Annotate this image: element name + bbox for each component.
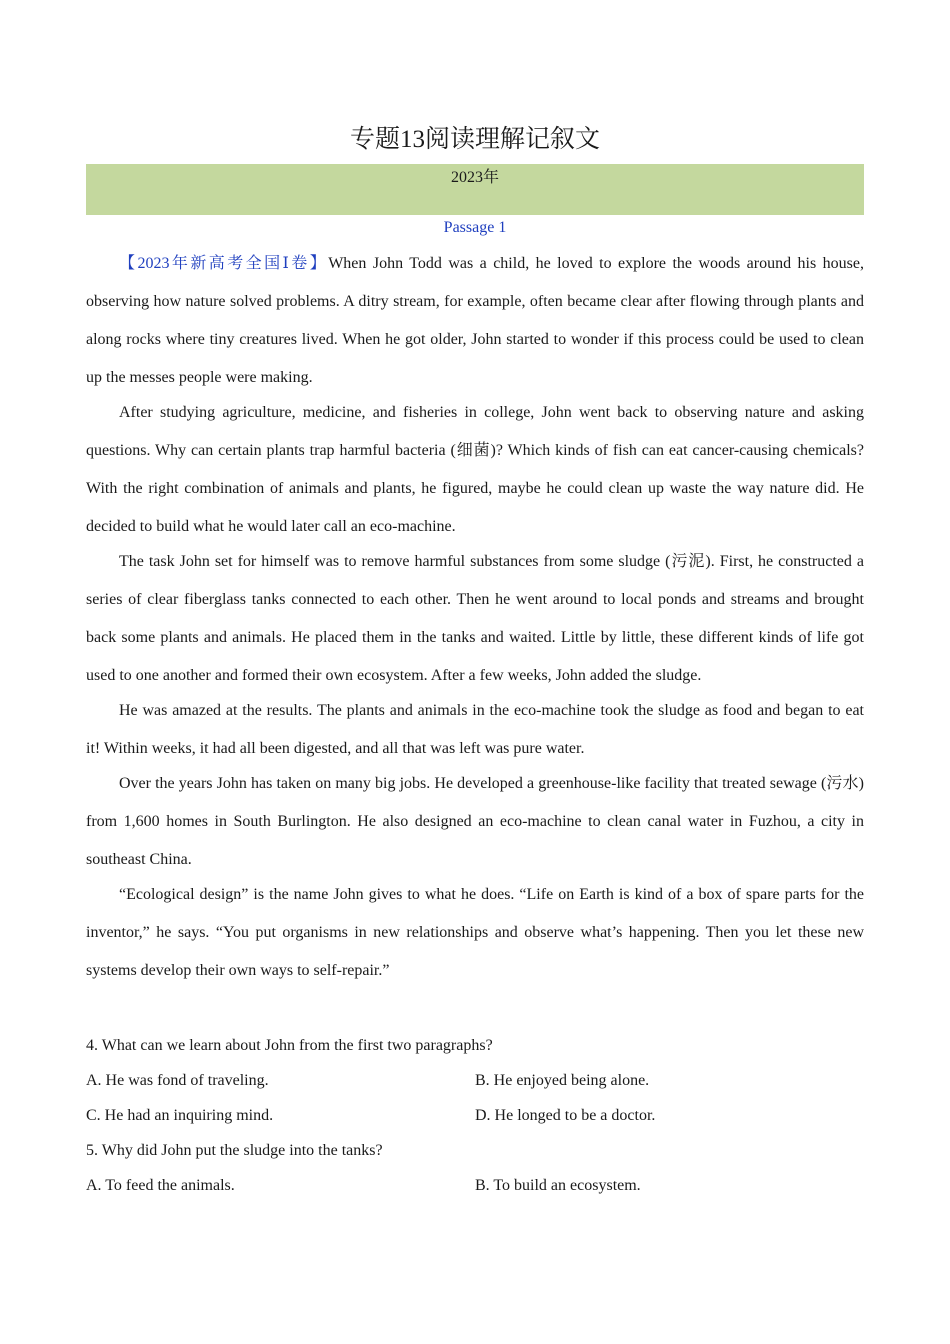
- passage-body: [86, 245, 864, 990]
- question-5-option-b[interactable]: B. To build an ecosystem.: [475, 1177, 641, 1194]
- question-4-options-row-2: [86, 1098, 864, 1133]
- paragraph-1-text: When John Todd was a child, he loved to explore the woods around his house, observing how nature solved problems. A ditry stream, for example, often became clear after flowing through plants and along rocks where tiny creatures lived. When he got older, John started to wonder if this process could be used to clean up the messes people were making.: [86, 255, 864, 386]
- source-tag: 【2023年新高考全国Ⅰ卷】: [119, 255, 329, 272]
- question-4-option-a[interactable]: A. He was fond of traveling.: [86, 1072, 269, 1089]
- paragraph-5: Over the years John has taken on many big jobs. He developed a greenhouse-like facility that treated sewage (污水) from 1,600 homes in South Burlington. He also designed an eco-machine to clean canal water in Fuzhou, a city in southeast China.: [86, 775, 864, 868]
- year-label: 2023年: [450, 169, 499, 186]
- question-4-option-d[interactable]: D. He longed to be a doctor.: [475, 1107, 656, 1124]
- passage-label: Passage 1: [443, 219, 507, 236]
- year-band: [86, 164, 864, 215]
- question-5-option-a[interactable]: A. To feed the animals.: [86, 1177, 235, 1194]
- question-4-stem: 4. What can we learn about John from the first two paragraphs?: [86, 1037, 493, 1054]
- question-4-option-b[interactable]: B. He enjoyed being alone.: [475, 1072, 650, 1089]
- paragraph-4: He was amazed at the results. The plants and animals in the eco-machine took the sludge as food and began to eat it! Within weeks, it had all been digested, and all that was left was pure water.: [86, 702, 864, 757]
- question-4-options-row-1: [86, 1063, 864, 1098]
- question-list: [86, 1028, 864, 1203]
- paragraph-6: “Ecological design” is the name John gives to what he does. “Life on Earth is kind of a box of spare parts for the inventor,” he says. “You put organisms in new relationships and observe what’s happening. Then you let these new systems develop their own ways to self-repair.”: [86, 886, 864, 979]
- page-title: 专题13阅读理解记叙文: [349, 126, 600, 153]
- question-5-options-row-1: [86, 1168, 864, 1203]
- question-4-option-c[interactable]: C. He had an inquiring mind.: [86, 1107, 274, 1124]
- paragraph-1: [86, 245, 864, 397]
- paragraph-2: After studying agriculture, medicine, and fisheries in college, John went back to observing nature and asking questions. Why can certain plants trap harmful bacteria (细菌)? Which kinds of fish can eat cancer-causing chemicals? With the right combination of animals and plants, he figured, maybe he could clean up waste the way nature did. He decided to build what he would later call an eco-machine.: [86, 404, 864, 535]
- paragraph-3: The task John set for himself was to remove harmful substances from some sludge (污泥). First, he constructed a series of clear fiberglass tanks connected to each other. Then he went around to local ponds and streams and brought back some plants and animals. He placed them in the tanks and waited. Little by little, these different kinds of life got used to one another and formed their own ecosystem. After a few weeks, John added the sludge.: [86, 553, 864, 684]
- question-5-stem: 5. Why did John put the sludge into the tanks?: [86, 1142, 383, 1159]
